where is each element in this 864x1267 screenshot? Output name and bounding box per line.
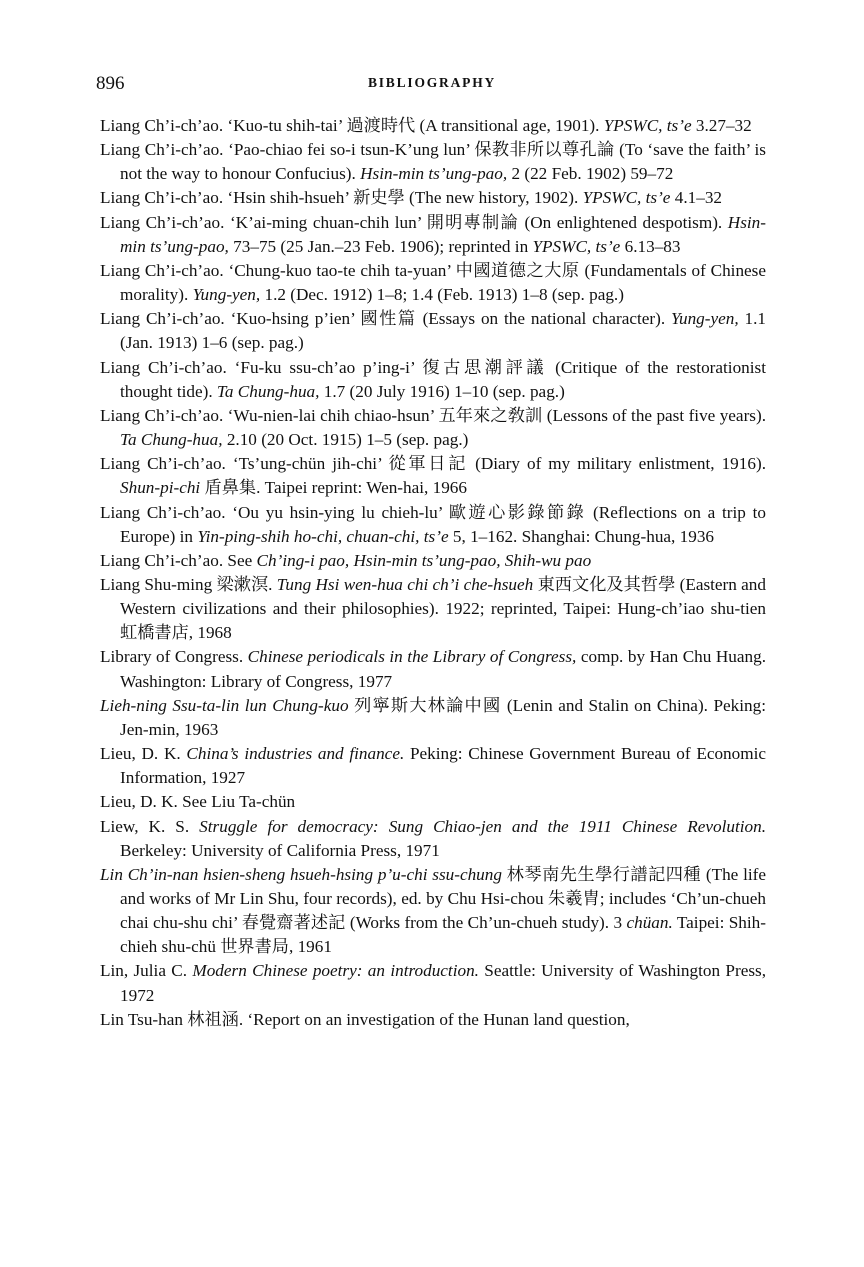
bibliography-entry <box>100 694 766 742</box>
entry-text: 1.2 (Dec. 1912) 1–8; 1.4 (Feb. 1913) 1–8 (sep. pag.) <box>260 285 624 305</box>
running-head: BIBLIOGRAPHY <box>367 75 497 90</box>
bibliography-entry <box>100 573 766 645</box>
bibliography-entry <box>100 815 766 863</box>
bibliography-entry <box>100 138 766 186</box>
entry-text: 2.10 (20 Oct. 1915) 1–5 (sep. pag.) <box>222 430 469 450</box>
bibliography-entry <box>100 452 766 500</box>
entry-text: Lieu, D. K. <box>100 744 187 764</box>
entry-text: Lin Tsu-han 林祖涵. ‘Report on an investigation of the Hunan land question, <box>100 1009 630 1029</box>
entry-title-italic: Ta Chung-hua, <box>216 381 320 401</box>
entry-text: 3.27–32 <box>691 116 752 135</box>
bibliography-entry <box>100 549 766 573</box>
entry-title-italic: Lin Ch’in-nan hsien-sheng hsueh-hsing p’u-chi ssu-chung <box>100 864 502 884</box>
entry-title-italic: YPSWC, ts’e <box>532 236 621 256</box>
entry-text: 4.1–32 <box>670 188 722 208</box>
bibliography-entry <box>100 501 766 549</box>
entry-text: Liang Ch’i-ch’ao. ‘Chung-kuo tao-te chih ta-yuan’ 中國道德之大原 (Fundamentals of Chinese morality). <box>100 260 766 305</box>
entry-text: comp. by Han Chu Huang. Washington: Library of Congress, 1977 <box>120 647 766 691</box>
entry-text: Peking: Chinese Government Bureau of Economic Information, 1927 <box>120 744 767 788</box>
entry-title-italic: YPSWC, ts’e <box>603 116 692 135</box>
entry-text: Lin, Julia C. <box>100 961 193 981</box>
entry-text: 6.13–83 <box>620 236 681 256</box>
entry-title-italic: Yung-yen, <box>192 285 261 305</box>
entry-title-italic: Ch’ing-i pao, Hsin-min ts’ung-pao, Shih-wu pao <box>256 550 592 570</box>
entry-title-italic: Modern Chinese poetry: an introduction. <box>192 961 479 981</box>
entry-text: Liang Ch’i-ch’ao. ‘K’ai-ming chuan-chih lun’ 開明專制論 (On enlightened despotism). <box>100 212 728 232</box>
entry-title-italic: Lieh-ning Ssu-ta-lin lun Chung-kuo <box>100 695 349 715</box>
bibliography-entry <box>100 790 766 814</box>
entry-title-italic: Hsin-min ts’ung-pao, <box>120 212 766 256</box>
entry-title-italic: chüan. <box>626 913 673 933</box>
entry-text: Liang Ch’i-ch’ao. See <box>100 550 257 570</box>
bibliography-entry <box>100 863 766 960</box>
entry-text: 林琴南先生學行譜記四種 (The life and works of Mr Lin Shu, four records), ed. by Chu Hsi-chou 朱羲胄; includes ‘Ch’un-chueh chai chu-shu chi’ 春覺齋著述記 (Works from the Ch’un-chueh study). 3 <box>120 864 766 933</box>
entry-text: Liang Ch’i-ch’ao. ‘Kuo-hsing p’ien’ 國性篇 (Essays on the national character). <box>100 309 671 329</box>
page-number: 896 <box>96 73 125 94</box>
entry-title-italic: Yin-ping-shih ho-chi, chuan-chi, ts’e <box>197 526 449 546</box>
entry-text: 2 (22 Feb. 1902) 59–72 <box>507 164 674 184</box>
bibliography-entry <box>100 259 766 307</box>
entry-text: Berkeley: University of California Press, 1971 <box>120 840 440 860</box>
entry-text: 1.1 (Jan. 1913) 1–6 (sep. pag.) <box>120 309 767 353</box>
entry-text: Liew, K. S. <box>100 816 200 836</box>
entry-text: Liang Ch’i-ch’ao. ‘Ou yu hsin-ying lu chieh-lu’ 歐遊心影錄節錄 (Reflections on a trip to Europe) in <box>100 502 766 546</box>
bibliography-entry <box>100 114 766 138</box>
entry-text: Taipei: Shih-chieh shu-chü 世界書局, 1961 <box>120 913 766 957</box>
bibliography-entry <box>100 307 766 355</box>
entry-text: 列寧斯大林論中國 (Lenin and Stalin on China). Peking: Jen-min, 1963 <box>120 695 766 739</box>
entry-text: Liang Shu-ming 梁漱溟. <box>100 574 277 594</box>
entry-text: Liang Ch’i-ch’ao. ‘Wu-nien-lai chih chiao-hsun’ 五年來之敎訓 (Lessons of the past five years). <box>100 405 766 425</box>
entry-text: Liang Ch’i-ch’ao. ‘Pao-chiao fei so-i tsun-K’ung lun’ 保教非所以尊孔論 (To ‘save the faith’ is not the way to honour Confucius). <box>100 140 766 184</box>
bibliography-entries <box>100 114 766 1032</box>
entry-text: Seattle: University of Washington Press, 1972 <box>120 961 767 1005</box>
entry-text: 盾鼻集. Taipei reprint: Wen-hai, 1966 <box>200 478 467 498</box>
bibliography-entry <box>100 645 766 693</box>
entry-title-italic: China’s industries and finance. <box>186 744 405 764</box>
entry-title-italic: Hsin-min ts’ung-pao, <box>360 164 508 184</box>
entry-title-italic: Ta Chung-hua, <box>120 430 223 450</box>
entry-text: 東西文化及其哲學 (Eastern and Western civilizations and their philosophies). 1922; reprinted, Taipei: Hung-ch’iao shu-tien 虹橋書店, 1968 <box>120 574 766 643</box>
entry-text: 73–75 (25 Jan.–23 Feb. 1906); reprinted in <box>228 236 533 256</box>
entry-text: Lieu, D. K. See Liu Ta-chün <box>100 792 296 812</box>
bibliography-entry <box>100 742 766 790</box>
entry-text: Liang Ch’i-ch’ao. ‘Fu-ku ssu-ch’ao p’ing-i’ 復古思潮評議 (Critique of the restorationist thought tide). <box>100 357 766 401</box>
entry-title-italic: Chinese periodicals in the Library of Congress, <box>247 647 577 667</box>
bibliography-entry <box>100 356 766 404</box>
bibliography-entry <box>100 404 766 452</box>
bibliography-entry <box>100 959 766 1007</box>
bibliography-entry <box>100 211 766 259</box>
bibliography-entry <box>100 186 766 210</box>
entry-text: Liang Ch’i-ch’ao. ‘Kuo-tu shih-tai’ 過渡時代 (A transitional age, 1901). <box>100 116 604 135</box>
entry-title-italic: Shun-pi-chi <box>120 478 201 498</box>
entry-title-italic: Yung-yen, <box>671 309 739 329</box>
bibliography-entry <box>100 1008 766 1032</box>
entry-text: Library of Congress. <box>100 647 248 667</box>
entry-text: Liang Ch’i-ch’ao. ‘Ts’ung-chün jih-chi’ 從軍日記 (Diary of my military enlistment, 1916). <box>100 454 766 474</box>
entry-text: 5, 1–162. Shanghai: Chung-hua, 1936 <box>448 526 715 546</box>
entry-text: Liang Ch’i-ch’ao. ‘Hsin shih-hsueh’ 新史學 (The new history, 1902). <box>100 188 583 208</box>
entry-title-italic: YPSWC, ts’e <box>582 188 671 208</box>
entry-text: 1.7 (20 July 1916) 1–10 (sep. pag.) <box>319 381 565 401</box>
entry-title-italic: Struggle for democracy: Sung Chiao-jen and the 1911 Chinese Revolution. <box>199 816 767 836</box>
entry-title-italic: Tung Hsi wen-hua chi ch’i che-hsueh <box>276 574 534 594</box>
